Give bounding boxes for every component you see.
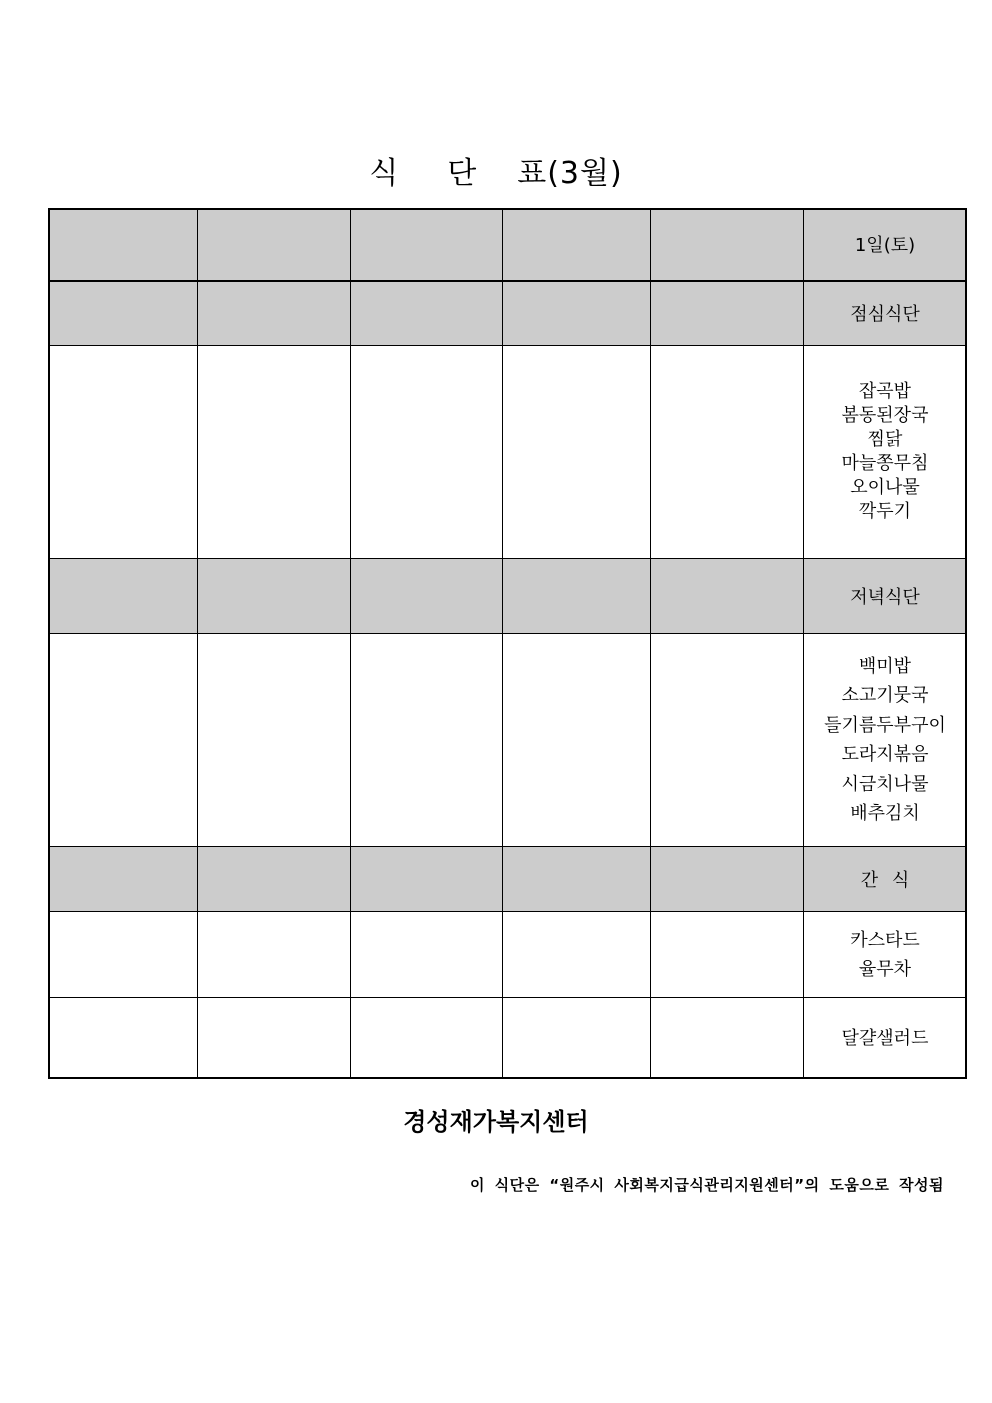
lunch-item: 잡곡밥: [858, 381, 912, 402]
dinner-cell-empty: [49, 634, 198, 847]
snack-menu-cell: [804, 998, 967, 1079]
lunch-cell-empty: [49, 346, 198, 559]
dinner-item: 배추김치: [850, 803, 920, 824]
date-cell-empty: [351, 209, 503, 281]
snack-header-empty: [49, 847, 198, 912]
lunch-header-empty: [198, 281, 351, 346]
snack-cell-empty: [651, 912, 804, 998]
lunch-header-empty: [49, 281, 198, 346]
lunch-cell-empty: [651, 346, 804, 559]
snack-header-cell: 간 식: [804, 847, 967, 912]
dinner-header-cell: 저녁식단: [804, 559, 967, 634]
date-cell: 1일(토): [804, 209, 967, 281]
dinner-cell-empty: [351, 634, 503, 847]
dinner-cell-empty: [198, 634, 351, 847]
lunch-menu-cell: [804, 346, 967, 559]
snack-cell-empty: [351, 998, 503, 1079]
lunch-item: 깍두기: [858, 501, 912, 522]
snack-item: 달걀샐러드: [841, 1027, 929, 1049]
dinner-cell-empty: [503, 634, 651, 847]
snack-header-row: [49, 847, 967, 912]
dinner-item: 들기름두부구이: [824, 714, 946, 736]
snack-cell-empty: [49, 998, 198, 1079]
title-part-2: 단: [447, 156, 478, 191]
lunch-row: [49, 346, 967, 559]
lunch-cell-empty: [198, 346, 351, 559]
snack-header-empty: [198, 847, 351, 912]
snack-cell-empty: [49, 912, 198, 998]
snack-header-empty: [351, 847, 503, 912]
date-cell-empty: [49, 209, 198, 281]
dinner-item: 백미밥: [858, 655, 912, 677]
dinner-header-empty: [49, 559, 198, 634]
snack-item: 카스타드: [850, 929, 920, 951]
page-title: [0, 148, 992, 192]
organization-name: 경성재가복지센터: [403, 1108, 589, 1136]
lunch-header-row: [49, 281, 967, 346]
snack-row-1: [49, 912, 967, 998]
dinner-header-empty: [351, 559, 503, 634]
snack-item: 율무차: [858, 958, 912, 980]
lunch-header-cell: 점심식단: [804, 281, 967, 346]
lunch-item: 찜닭: [867, 429, 903, 450]
dinner-header-empty: [651, 559, 804, 634]
dinner-cell-empty: [651, 634, 804, 847]
snack-menu-cell: [804, 912, 967, 998]
lunch-header-empty: [651, 281, 804, 346]
date-cell-empty: [503, 209, 651, 281]
dinner-header-row: [49, 559, 967, 634]
dinner-header-empty: [503, 559, 651, 634]
date-cell-empty: [198, 209, 351, 281]
dinner-item: 소고기뭇국: [841, 685, 929, 706]
snack-cell-empty: [503, 912, 651, 998]
lunch-cell-empty: [503, 346, 651, 559]
snack-header-empty: [503, 847, 651, 912]
snack-row-2: [49, 998, 967, 1079]
lunch-header-empty: [351, 281, 503, 346]
lunch-item: 오이나물: [850, 477, 920, 498]
dinner-item: 도라지볶음: [841, 744, 929, 765]
dinner-menu-cell: [804, 634, 967, 847]
lunch-item: 봄동된장국: [841, 405, 929, 426]
snack-cell-empty: [351, 912, 503, 998]
snack-cell-empty: [198, 912, 351, 998]
title-part-3: 표(3월): [517, 156, 623, 191]
snack-cell-empty: [651, 998, 804, 1079]
lunch-header-empty: [503, 281, 651, 346]
menu-table: [48, 208, 967, 1079]
dinner-header-empty: [198, 559, 351, 634]
snack-cell-empty: [198, 998, 351, 1079]
lunch-cell-empty: [351, 346, 503, 559]
dinner-item: 시금치나물: [841, 773, 929, 795]
snack-cell-empty: [503, 998, 651, 1079]
date-row: [49, 209, 967, 281]
lunch-item: 마늘쫑무침: [841, 453, 929, 474]
title-part-1: 식: [369, 156, 400, 191]
snack-header-empty: [651, 847, 804, 912]
date-cell-empty: [651, 209, 804, 281]
dinner-row: [49, 634, 967, 847]
footer-note: 이 식단은 “원주시 사회복지급식관리지원센터”의 도움으로 작성됨: [469, 1176, 944, 1194]
